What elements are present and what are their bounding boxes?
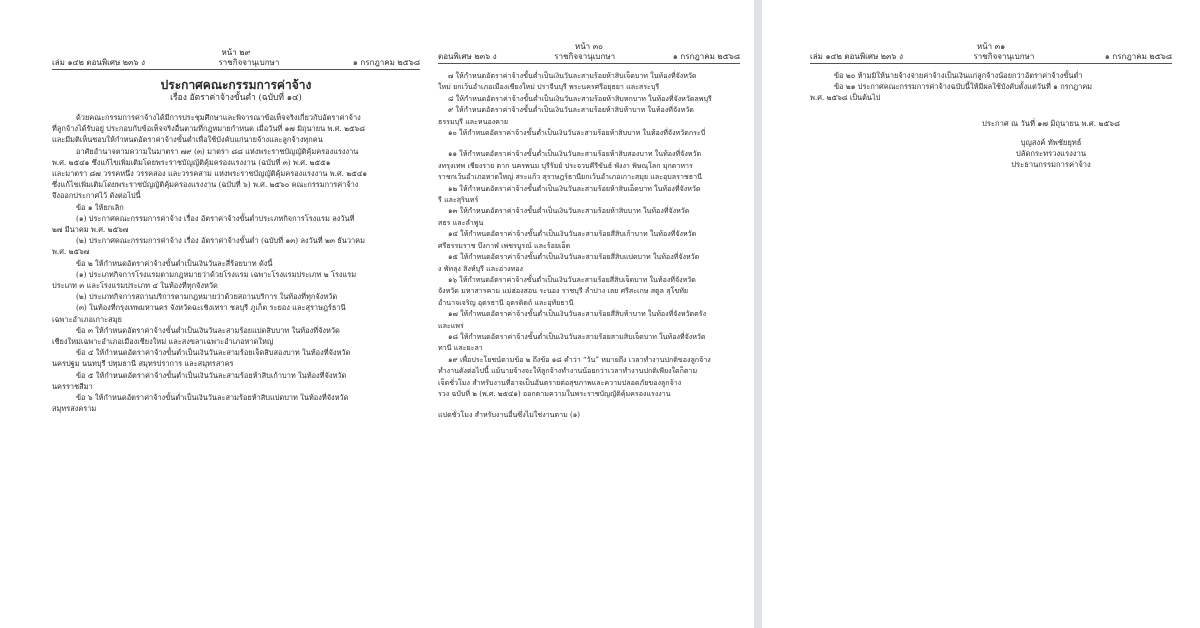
paragraph: ที่ลูกจ้างได้รับอยู่ ประกอบกับข้อเท็จจริงอื่นตามที่กฎหมายกำหนด เมื่อวันที่ ๑๗ มิถุนายน พ.ศ. ๒๕๖๘ (52, 124, 365, 134)
paragraph: แปดชั่วโมง สำหรับงานอื่นซึ่งไม่ใช่งานตาม (๑) (438, 410, 581, 420)
page-header (438, 52, 740, 64)
body-text (438, 70, 740, 421)
paragraph: สธร และลำพูน (438, 217, 484, 227)
signatory-position: ปลัดกระทรวงแรงงาน (1015, 148, 1087, 158)
paragraph: พ.ศ. ๒๕๔๑ ซึ่งแก้ไขเพิ่มเติมโดยพระราชบัญญัติคุ้มครองแรงงาน (ฉบับที่ ๓) พ.ศ. ๒๕๕๑ (52, 157, 331, 167)
paragraph: ๑๓ ให้กำหนดอัตราค่าจ้างขั้นต่ำเป็นเงินวันละสามร้อยห้าสิบบาท ในท้องที่จังหวัด (448, 206, 690, 216)
signatory-role: ประธานกรรมการค่าจ้าง (1011, 159, 1091, 169)
paragraph: ๙ ให้กำหนดอัตราค่าจ้างขั้นต่ำเป็นเงินวันละสามร้อยห้าสิบห้าบาท ในท้องที่จังหวัด (448, 105, 694, 115)
paragraph: ทำงานดังต่อไปนี้ แม้นายจ้างจะให้ลูกจ้างทำงานน้อยกว่าเวลาทำงานปกติเพียงใดก็ตาม (438, 366, 698, 376)
paragraph: จังหวัด มหาสารคาม แม่ฮ่องสอน ระนอง ราชบุรี ลำปาง เลย ศรีสะเกษ สตูล สุโขทัย (438, 286, 689, 296)
page-header (810, 52, 1172, 64)
paragraph: พ.ศ. ๒๕๖๘ เป็นต้นไป (810, 93, 881, 103)
paragraph-gap (438, 138, 740, 148)
paragraph: จึงออกประกาศไว้ ดังต่อไปนี้ (52, 191, 141, 201)
paragraph-gap (438, 399, 740, 409)
paragraph: (๑) ประกาศคณะกรรมการค่าจ้าง เรื่อง อัตราค่าจ้างขั้นต่ำประเภทกิจการโรงแรม ลงวันที่ (76, 213, 355, 223)
paragraph: ศรีธรรมราช บึงกาฬ เพชรบูรณ์ และร้อยเอ็ด (438, 240, 571, 250)
paragraph: ๑๗ ให้กำหนดอัตราค่าจ้างขั้นต่ำเป็นเงินวันละสามร้อยสี่สิบห้าบาท ในท้องที่จังหวัดตรัง (448, 309, 707, 319)
signature-block (930, 118, 1172, 170)
header-date: ๑ กรกฎาคม ๒๕๖๘ (672, 52, 740, 61)
paragraph: ซึ่งแก้ไขเพิ่มเติมโดยพระราชบัญญัติคุ้มครองแรงงาน (ฉบับที่ ๖) พ.ศ. ๒๕๖๐ คณะกรรมการค่าจ้าง (52, 180, 359, 190)
paragraph: นครราชสีมา (52, 381, 93, 391)
paragraph: ๑๔ ให้กำหนดอัตราค่าจ้างขั้นต่ำเป็นเงินวันละสามร้อยสี่สิบเก้าบาท ในท้องที่จังหวัด (448, 229, 697, 239)
announcement-date: ประกาศ ณ วันที่ ๑๗ มิถุนายน พ.ศ. ๒๕๖๘ (982, 118, 1120, 128)
document-page-3 (762, 0, 1200, 628)
paragraph: ๒๗ มีนาคม พ.ศ. ๒๕๖๗ (52, 225, 129, 235)
body-text (810, 70, 1172, 104)
paragraph: ธรรมบุรี และหนองคาย (438, 116, 509, 126)
document-subtitle: เรื่อง อัตราค่าจ้างขั้นต่ำ (ฉบับที่ ๑๔) (170, 93, 302, 103)
paragraph: ใหม่ ยกเว้นอำเภอเมืองเชียงใหม่ ปราจีนบุรี พระนครศรีอยุธยา และสระบุรี (438, 82, 660, 92)
page-header (52, 58, 420, 70)
document-title: ประกาศคณะกรรมการค่าจ้าง (160, 78, 312, 92)
paragraph: ง พัทลุง สิงห์บุรี และอ่างทอง (438, 263, 524, 273)
paragraph: ข้อ ๖ ให้กำหนดอัตราค่าจ้างขั้นต่ำเป็นเงินวันละสามร้อยห้าสิบแปดบาท ในท้องที่จังหวัด (76, 393, 349, 403)
paragraph: และมีมติเห็นชอบให้กำหนดอัตราค่าจ้างขั้นต่ำเพื่อใช้บังคับแก่นายจ้างและลูกจ้างทุกคน (52, 135, 323, 145)
paragraph: ทานี และยะลา (438, 343, 483, 353)
paragraph: (๓) ในท้องที่กรุงเทพมหานคร จังหวัดฉะเชิงเทรา ชลบุรี ภูเก็ต ระยอง และสุราษฎร์ธานี (76, 303, 346, 313)
paragraph: รวง ฉบับที่ ๒ (พ.ศ. ๒๕๔๑) ออกตามความในพระราชบัญญัติคุ้มครองแรงงาน (438, 388, 671, 398)
header-volume: เล่ม ๑๔๒ ตอนพิเศษ ๒๓๖ ง (810, 52, 904, 61)
header-date: ๑ กรกฎาคม ๒๕๖๘ (352, 58, 420, 67)
paragraph: (๒) ประกาศคณะกรรมการค่าจ้าง เรื่อง อัตราค่าจ้างขั้นต่ำ (ฉบับที่ ๑๓) ลงวันที่ ๒๓ ธันวาคม (76, 236, 365, 246)
paragraph: ๑๒ ให้กำหนดอัตราค่าจ้างขั้นต่ำเป็นเงินวันละสามร้อยห้าสิบเอ็ดบาท ในท้องที่จังหวัด (448, 183, 701, 193)
paragraph: ๗ ให้กำหนดอัตราค่าจ้างขั้นต่ำเป็นเงินวันละสามร้อยห้าสิบเจ็ดบาท ในท้องที่จังหวัด (448, 71, 697, 80)
paragraph: ๑๙ เพื่อประโยชน์ตามข้อ ๒ ถึงข้อ ๑๘ คำว่า “วัน” หมายถึง เวลาทำงานปกติของลูกจ้าง (448, 354, 711, 364)
paragraph: เจ็ดชั่วโมง สำหรับงานที่อาจเป็นอันตรายต่อสุขภาพและความปลอดภัยของลูกจ้าง (438, 377, 682, 387)
page-number: หน้า ๓๑ (976, 42, 1006, 51)
paragraph: (๑) ประเภทกิจการโรงแรมตามกฎหมายว่าด้วยโรงแรม เฉพาะโรงแรมประเภท ๒ โรงแรม (76, 269, 357, 279)
paragraph: ๑๕ ให้กำหนดอัตราค่าจ้างขั้นต่ำเป็นเงินวันละสามร้อยสี่สิบแปดบาท ในท้องที่จังหวัด (448, 252, 700, 262)
paragraph: ด้วยคณะกรรมการค่าจ้างได้มีการประชุมศึกษาและพิจารณาข้อเท็จจริงเกี่ยวกับอัตราค่าจ้าง (76, 113, 361, 122)
paragraph: (๒) ประเภทกิจการสถานบริการตามกฎหมายว่าด้วยสถานบริการ ในท้องที่ทุกจังหวัด (76, 292, 338, 302)
paragraph: ข้อ ๕ ให้กำหนดอัตราค่าจ้างขั้นต่ำเป็นเงินวันละสามร้อยห้าสิบเก้าบาท ในท้องที่จังหวัด (76, 370, 347, 380)
paragraph: งทรุงเทพ เชียงราย ตาก นครพนม บุรีรัมย์ ประจวบคีรีขันธ์ พังงา พิษณุโลก มุกดาหาร (438, 160, 693, 170)
header-volume: เล่ม ๑๔๒ ตอนพิเศษ ๒๓๖ ง (52, 58, 146, 67)
paragraph: ข้อ ๓ ให้กำหนดอัตราค่าจ้างขั้นต่ำเป็นเงินวันละสามร้อยแปดสิบบาท ในท้องที่จังหวัด (76, 325, 340, 335)
paragraph: พ.ศ. ๒๕๖๗ (52, 247, 90, 257)
paragraph: ๑๖ ให้กำหนดอัตราค่าจ้างขั้นต่ำเป็นเงินวันละสามร้อยสี่สิบเจ็ดบาท ในท้องที่จังหวัด (448, 274, 696, 284)
paragraph: และแพร่ (438, 320, 464, 330)
paragraph: ๑๐ ให้กำหนดอัตราค่าจ้างขั้นต่ำเป็นเงินวันละสามร้อยห้าสิบบาท ในท้องที่จังหวัดกระบี่ (448, 128, 706, 138)
header-volume: ตอนพิเศษ ๒๓๖ ง (438, 52, 497, 61)
header-date: ๑ กรกฎาคม ๒๕๖๘ (1104, 52, 1172, 61)
header-publication: ราชกิจจานุเบกษา (973, 52, 1035, 61)
header-publication: ราชกิจจานุเบกษา (218, 58, 280, 67)
paragraph: ราชกเว้นอำเภอหาดใหญ่ สระแก้ว สุราษฎร์ธานียกเว้นอำเภอเกาะสมุย และอุบลราชธานี (438, 172, 702, 182)
paragraph: รี และสุรินทร์ (438, 195, 479, 205)
document-page-2 (420, 0, 754, 628)
paragraph: และมาตรา ๘๗ วรรคหนึ่ง วรรคสอง และวรรคสาม แห่งพระราชบัญญัติคุ้มครองแรงงาน พ.ศ. ๒๕๔๑ (52, 169, 368, 179)
paragraph: ๘ ให้กำหนดอัตราค่าจ้างขั้นต่ำเป็นเงินวันละสามร้อยห้าสิบหกบาท ในท้องที่จังหวัดลพบุรี (448, 93, 712, 103)
header-publication: ราชกิจจานุเบกษา (554, 52, 616, 61)
paragraph: นครปฐม นนทบุรี ปทุมธานี สมุทรปราการ และสมุทรสาคร (52, 359, 234, 369)
paragraph: สมุทรสงคราม (52, 404, 97, 414)
paragraph: ๑๘ ให้กำหนดอัตราค่าจ้างขั้นต่ำเป็นเงินวันละสามร้อยสามสิบเจ็ดบาท ในท้องที่จังหวัด (448, 331, 706, 341)
paragraph: อำนาจเจริญ อุดรธานี อุตรดิตถ์ และอุทัยธานี (438, 297, 574, 307)
document-page-1 (0, 0, 438, 628)
paragraph: ข้อ ๔ ให้กำหนดอัตราค่าจ้างขั้นต่ำเป็นเงินวันละสามร้อยเจ็ดสิบสองบาท ในท้องที่จังหวัด (76, 348, 351, 358)
paragraph: ข้อ ๒๑ ประกาศคณะกรรมการค่าจ้างฉบับนี้ให้มีผลใช้บังคับตั้งแต่วันที่ ๑ กรกฎาคม (834, 82, 1093, 92)
paragraph: ประเภท ๓ และโรงแรมประเภท ๔ ในท้องที่ทุกจังหวัด (52, 281, 218, 291)
paragraph: ข้อ ๒๐ ห้ามมิให้นายจ้างจ่ายค่าจ้างเป็นเงินแก่ลูกจ้างน้อยกว่าอัตราค่าจ้างขั้นต่ำ (834, 71, 1083, 80)
signatory-name: บุญสงค์ ทัพชัยยุทธ์ (1020, 137, 1082, 147)
paragraph: เฉพาะอำเภอเกาะสมุย (52, 314, 122, 324)
paragraph: ข้อ ๑ ให้ยกเลิก (76, 202, 124, 212)
page-number: หน้า ๓๐ (574, 42, 604, 51)
page-number: หน้า ๒๙ (221, 48, 251, 57)
paragraph: ข้อ ๒ ให้กำหนดอัตราค่าจ้างขั้นต่ำเป็นเงินวันละสี่ร้อยบาท ดังนี้ (76, 258, 273, 268)
paragraph: เชียงใหม่เฉพาะอำเภอเมืองเชียงใหม่ และสงขลาเฉพาะอำเภอหาดใหญ่ (52, 337, 274, 347)
paragraph: ๑๑ ให้กำหนดอัตราค่าจ้างขั้นต่ำเป็นเงินวันละสามร้อยห้าสิบสองบาท ในท้องที่จังหวัด (448, 149, 702, 159)
body-text (52, 112, 420, 414)
paragraph: อาศัยอำนาจตามความในมาตรา ๗๙ (๓) มาตรา ๘๘ แห่งพระราชบัญญัติคุ้มครองแรงงาน (76, 146, 359, 156)
